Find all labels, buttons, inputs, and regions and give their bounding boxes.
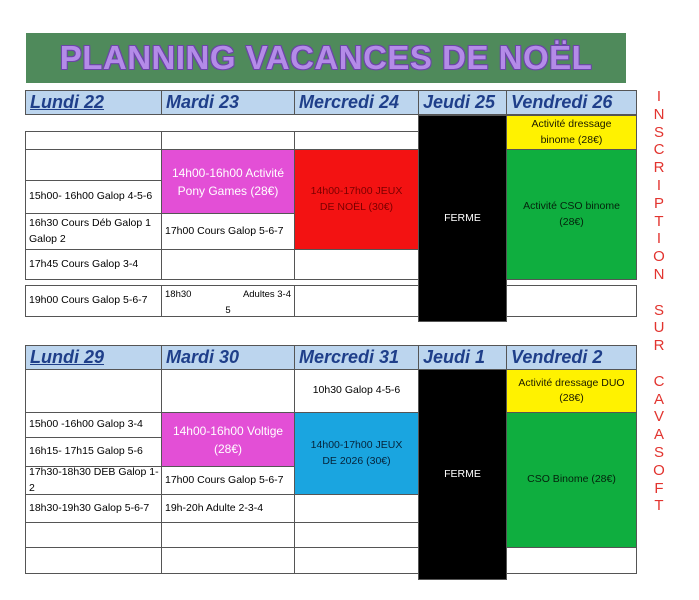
day-header-friday: Vendredi 2 [506,345,637,370]
empty-slot [25,547,162,574]
side-note-letter: T [654,497,664,515]
adults-label: Adultes 3-4 [242,289,291,300]
empty-slot [294,522,419,548]
side-note-letter: O [653,461,665,479]
empty-slot [294,547,419,574]
closed-thursday: FERME [418,369,507,580]
slot-tuesday-course: 17h00 Cours Galop 5-6-7 [161,466,295,495]
side-note-letter: N [653,105,665,123]
side-note-letter: F [654,479,664,497]
slot-monday-3: 17h45 Cours Galop 3-4 [25,249,162,280]
side-note-letter: N [653,265,665,283]
empty-slot [294,131,419,150]
activity-dressage-binome: Activité dressage binome (28€) [506,115,637,150]
page-title: PLANNING VACANCES DE NOËL [59,39,593,76]
empty-slot [161,369,295,413]
empty-slot [25,131,162,150]
side-note-letter: R [653,159,665,177]
slot-tuesday-adults [161,285,295,317]
side-note-letter: I [656,88,662,105]
activity-dressage-duo: Activité dressage DUO (28€) [506,369,637,413]
day-header-monday: Lundi 22 [25,90,162,115]
adults-time: 18h30 [165,289,192,300]
side-note-letter: R [653,337,665,355]
slot-monday-1: 15h00 -16h00 Galop 3-4 [25,412,162,438]
adults-level: 5 [225,304,231,316]
event-jeux-de-2026: 14h00-17h00 JEUX DE 2026 (30€) [294,412,419,495]
slot-monday-4: 18h30-19h30 Galop 5-6-7 [25,494,162,523]
day-header-tuesday: Mardi 23 [161,90,295,115]
side-note-letter: V [653,408,664,426]
day-header-tuesday: Mardi 30 [161,345,295,370]
day-header-thursday: Jeudi 25 [418,90,507,115]
slot-tuesday-adults: 19h-20h Adulte 2-3-4 [161,494,295,523]
empty-slot [161,522,295,548]
activity-voltige: 14h00-16h00 Voltige (28€) [161,412,295,467]
side-note-letter: O [653,248,665,266]
side-note-letter: C [653,372,665,390]
side-note-letter: I [656,176,662,194]
event-jeux-de-noel: 14h00-17h00 JEUX DE NOËL (30€) [294,149,419,250]
inscription-side-note [648,88,670,515]
slot-monday-3: 17h30-18h30 DEB Galop 1-2 [25,466,162,495]
side-note-letter: U [653,319,665,337]
empty-slot [506,285,637,317]
slot-tuesday-course: 17h00 Cours Galop 5-6-7 [161,213,295,250]
day-header-wednesday: Mercredi 24 [294,90,419,115]
side-note-letter: T [654,212,664,230]
empty-slot [294,249,419,280]
slot-monday-1: 15h00- 16h00 Galop 4-5-6 [25,180,162,214]
schedule-week-1 [25,90,637,322]
day-header-thursday: Jeudi 1 [418,345,507,370]
empty-slot [161,131,295,150]
side-note-letter: S [653,443,664,461]
side-note-letter: I [656,230,662,248]
activity-pony-games: 14h00-16h00 Activité Pony Games (28€) [161,149,295,214]
activity-cso-binome: CSO Binome (28€) [506,412,637,548]
empty-slot [161,249,295,280]
slot-monday-2: 16h15- 17h15 Galop 5-6 [25,437,162,467]
schedule-week-2 [25,345,637,580]
empty-slot [25,522,162,548]
side-note-letter: P [653,194,664,212]
empty-slot [25,149,162,181]
side-note-letter: A [653,426,664,444]
slot-monday-4: 19h00 Cours Galop 5-6-7 [25,285,162,317]
side-note-letter: S [653,301,664,319]
day-header-monday: Lundi 29 [25,345,162,370]
empty-slot [294,285,419,317]
day-header-friday: Vendredi 26 [506,90,637,115]
side-note-letter: A [653,390,664,408]
empty-slot [506,547,637,574]
side-note-letter: S [653,123,664,141]
activity-cso-binome: Activité CSO binome (28€) [506,149,637,280]
slot-monday-2: 16h30 Cours Déb Galop 1 Galop 2 [25,213,162,250]
day-header-wednesday: Mercredi 31 [294,345,419,370]
empty-slot [294,494,419,523]
empty-slot [161,547,295,574]
closed-thursday: FERME [418,115,507,322]
empty-slot [25,369,162,413]
title-banner [26,33,626,83]
side-note-letter: C [653,141,665,159]
slot-wednesday-morning: 10h30 Galop 4-5-6 [294,369,419,413]
